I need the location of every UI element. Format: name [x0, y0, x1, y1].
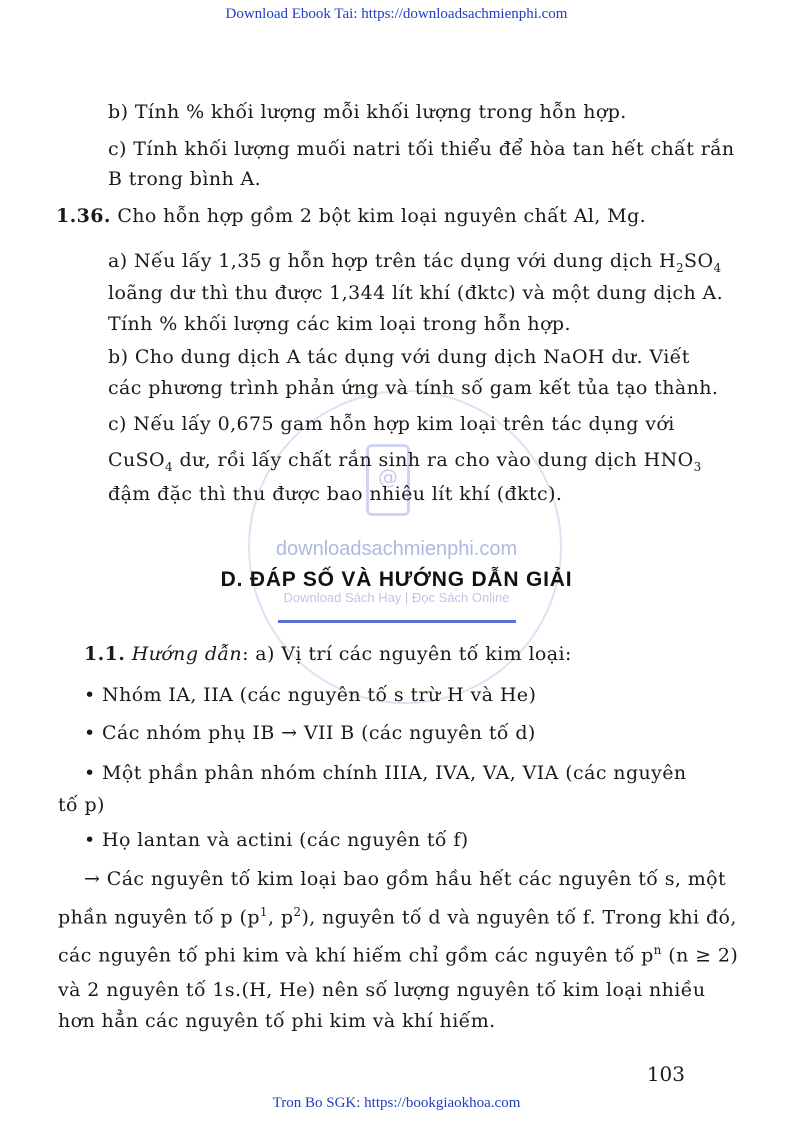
bullet-4: • Họ lantan và actini (các nguyên tố f): [84, 829, 469, 851]
para-line1: → Các nguyên tố kim loại bao gồm hầu hết các nguyên tố s, một: [84, 868, 727, 890]
heading-underline: [278, 620, 516, 623]
problem-title-text: Cho hỗn hợp gồm 2 bột kim loại nguyên chất Al, Mg.: [110, 205, 647, 227]
problem-a-line2: loãng dư thì thu được 1,344 lít khí (đktc) và một dung dịch A.: [108, 282, 724, 304]
para2-b: , p: [267, 906, 294, 929]
a1-sub1: 2: [676, 260, 685, 275]
c2-sub2: 3: [693, 459, 702, 474]
problem-part-c-line1: c) Tính khối lượng muối natri tối thiểu để hòa tan hết chất rắn: [108, 138, 735, 160]
para2-sup1: 1: [259, 905, 268, 919]
para3-a: các nguyên tố phi kim và khí hiếm chỉ gồm các nguyên tố p: [58, 944, 654, 967]
para3-sup: n: [653, 943, 662, 957]
problem-1-36-title: [56, 205, 646, 227]
footer-link[interactable]: Tron Bo SGK: https://bookgiaokhoa.com: [272, 1095, 521, 1111]
para-line3: [58, 943, 738, 966]
problem-part-c-line2: B trong bình A.: [108, 168, 262, 190]
para2-a: phần nguyên tố p (p: [58, 906, 260, 929]
c2-sub1: 4: [164, 459, 174, 474]
a1-sub2: 4: [713, 260, 722, 275]
problem-number: 1.36.: [56, 205, 111, 227]
answer-intro-text: : a) Vị trí các nguyên tố kim loại:: [242, 643, 572, 665]
para2-sup2: 2: [293, 905, 302, 919]
a1-text: a) Nếu lấy 1,35 g hỗn hợp trên tác dụng với dung dịch H: [108, 250, 676, 272]
answer-label: Hướng dẫn: [131, 643, 243, 665]
problem-a-line3: Tính % khối lượng các kim loại trong hỗn hợp.: [108, 313, 571, 335]
bullet-1: • Nhóm IA, IIA (các nguyên tố s trừ H và He): [84, 684, 537, 706]
problem-c-line3: đậm đặc thì thu được bao nhiêu lít khí (đktc).: [108, 483, 563, 505]
para-line2: [58, 905, 737, 928]
problem-a-line1: [108, 250, 722, 275]
answer-1-1-intro: [84, 643, 572, 665]
c2-a: CuSO: [108, 449, 165, 471]
answer-number: 1.1.: [84, 643, 126, 665]
bullet-3-line1: • Một phần phân nhóm chính IIIA, IVA, VA, VIA (các nguyên: [84, 762, 687, 784]
para3-b: (n ≥ 2): [661, 944, 739, 967]
problem-b-line1: b) Cho dung dịch A tác dụng với dung dịch NaOH dư. Viết: [108, 346, 690, 368]
section-heading: D. ĐÁP SỐ VÀ HƯỚNG DẪN GIẢI: [220, 568, 573, 591]
header-download-link[interactable]: Download Ebook Tai: https://downloadsachmienphi.com: [225, 6, 568, 22]
a1-mid: SO: [684, 250, 714, 272]
problem-c-line1: c) Nếu lấy 0,675 gam hỗn hợp kim loại trên tác dụng với: [108, 413, 675, 435]
page-number: 103: [646, 1062, 685, 1086]
problem-b-line2: các phương trình phản ứng và tính số gam kết tủa tạo thành.: [108, 377, 719, 399]
problem-part-b: b) Tính % khối lượng mỗi khối lượng trong hỗn hợp.: [108, 101, 627, 123]
para-line5: hơn hẳn các nguyên tố phi kim và khí hiếm.: [58, 1010, 496, 1032]
para-line4: và 2 nguyên tố 1s.(H, He) nên số lượng nguyên tố kim loại nhiều: [58, 979, 706, 1001]
bullet-2: • Các nhóm phụ IB → VII B (các nguyên tố d): [84, 722, 536, 744]
watermark-site: downloadsachmienphi.com: [275, 538, 518, 560]
para2-c: ), nguyên tố d và nguyên tố f. Trong khi đó,: [301, 906, 737, 929]
watermark-tagline: Download Sách Hay | Đọc Sách Online: [283, 590, 510, 605]
c2-b: dư, rồi lấy chất rắn sinh ra cho vào dung dịch HNO: [173, 449, 694, 471]
book-icon: @: [366, 444, 410, 516]
bullet-3-line2: tố p): [58, 794, 105, 816]
problem-c-line2: [108, 449, 702, 474]
